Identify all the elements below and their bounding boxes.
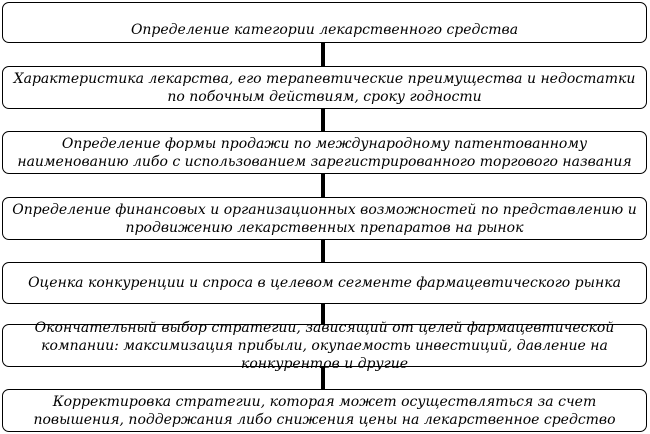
flowchart-step-5: [2, 262, 647, 304]
connector-line: [321, 173, 325, 198]
flowchart-step-2: [2, 66, 647, 109]
step-text: Определение формы продажи по международному патентованному наименованию либо с использованием зарегистрированного торгового названия: [17, 135, 632, 170]
step-text: Оценка конкуренции и спроса в целевом сегменте фармацевтического рынка: [28, 275, 621, 291]
flowchart-step-1: [2, 2, 647, 43]
step-text: Корректировка стратегии, которая может осуществляться за счет повышения, поддержания либо снижения цены на лекарственное средство: [33, 393, 616, 428]
connector-line: [321, 108, 325, 132]
flowchart-step-4: [2, 197, 647, 240]
step-text: Характеристика лекарства, его терапевтические преимущества и недостатки по побочным действиям, сроку годности: [13, 70, 636, 105]
flowchart-step-7: [2, 389, 647, 432]
flowchart-step-3: [2, 131, 647, 174]
step-text: Определение категории лекарственного средства: [130, 22, 519, 38]
connector-line: [321, 239, 325, 263]
connector-line: [321, 42, 325, 67]
step-text: Определение финансовых и организационных возможностей по представлению и продвижению лекарственных препаратов на рынок: [12, 201, 637, 236]
step-text: Окончательный выбор стратегии, зависящий от целей фармацевтической компании: максимизация прибыли, окупаемость инвестиций, давление на конкурентов и другие: [34, 319, 615, 372]
flowchart-step-6: [2, 319, 647, 372]
